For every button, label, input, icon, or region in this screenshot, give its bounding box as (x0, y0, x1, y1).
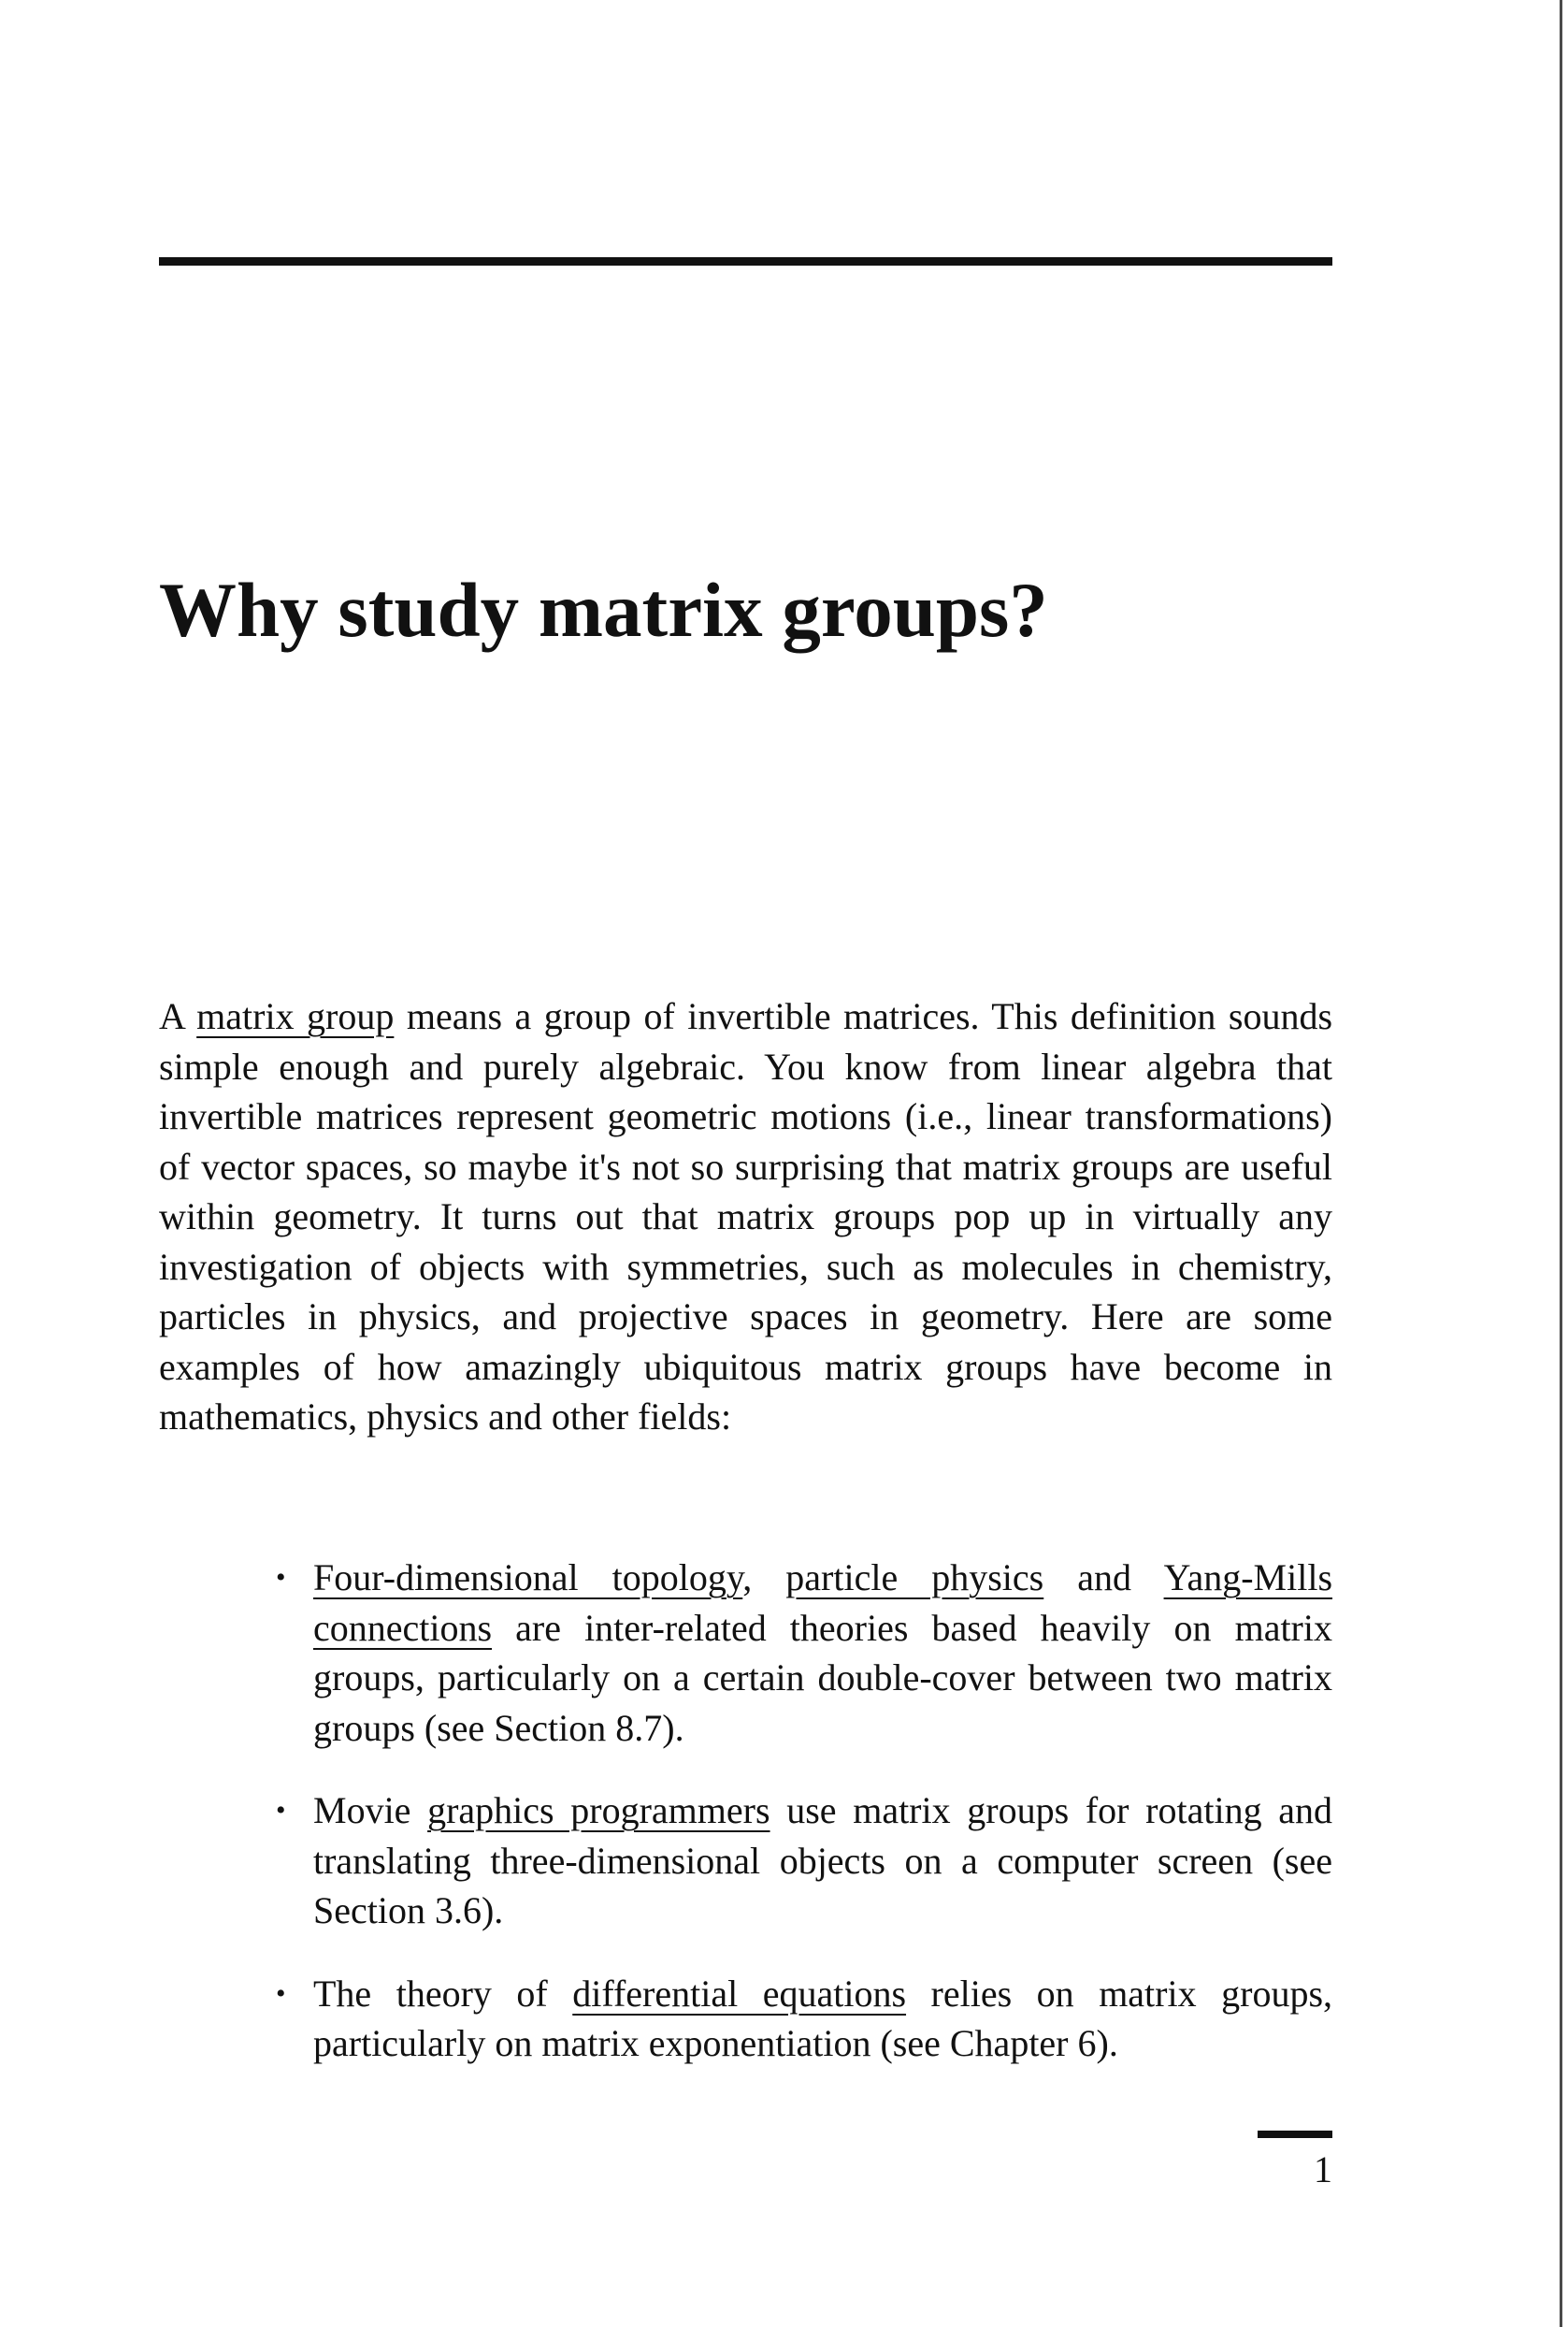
example-text: use matrix groups for rotating and translating three-dimensional objects on a computer screen (see Section 3.6). (313, 1789, 1332, 1931)
intro-body: means a group of invertible matrices. This definition sounds simple enough and purely algebraic. You know from linear algebra that invertible matrices represent geometric motions (i.e., linear transformations) of vector spaces, so maybe it's not so surprising that matrix groups are useful within geometry. It turns out that matrix groups pop up in virtually any investigation of objects with symmetries, such as molecules in chemistry, particles in physics, and projective spaces in geometry. Here are some examples of how amazingly ubiquitous matrix groups have become in mathematics, physics and other fields: (159, 995, 1333, 1438)
separator: , (742, 1556, 786, 1598)
term-differential-equations: differential equations (572, 1972, 907, 2015)
term-four-dimensional-topology: Four-dimensional topology (313, 1556, 743, 1598)
term-yang-mills-connections: Yang-Mills connections (313, 1556, 1333, 1649)
example-lead: The theory of (313, 1972, 573, 2015)
bullet-icon: • (276, 1977, 286, 2009)
bullet-icon: • (276, 1562, 286, 1593)
term-matrix-group: matrix group (196, 995, 395, 1037)
list-item (276, 1969, 1333, 2069)
example-text: relies on matrix groups, particularly on matrix exponentiation (see Chapter 6). (313, 1972, 1333, 2064)
bullet-icon: • (276, 1795, 286, 1826)
term-particle-physics: particle physics (785, 1556, 1044, 1598)
list-item (276, 1785, 1332, 1936)
page-number-rule (1258, 2131, 1332, 2138)
examples-list (276, 1553, 1333, 2102)
list-item (276, 1553, 1333, 1753)
chapter-title: Why study matrix groups? (159, 567, 1048, 653)
example-text: are inter-related theories based heavily on matrix groups, particularly on a certain double-cover between two matrix groups (see Section 8.7). (313, 1606, 1332, 1749)
intro-lead: A (159, 995, 197, 1037)
separator: and (1043, 1556, 1164, 1598)
top-rule (159, 257, 1332, 266)
term-graphics-programmers: graphics programmers (427, 1789, 770, 1831)
page-number: 1 (1314, 2148, 1332, 2190)
intro-paragraph (159, 991, 1332, 1442)
example-lead: Movie (313, 1789, 428, 1831)
page-edge (1560, 0, 1562, 2327)
